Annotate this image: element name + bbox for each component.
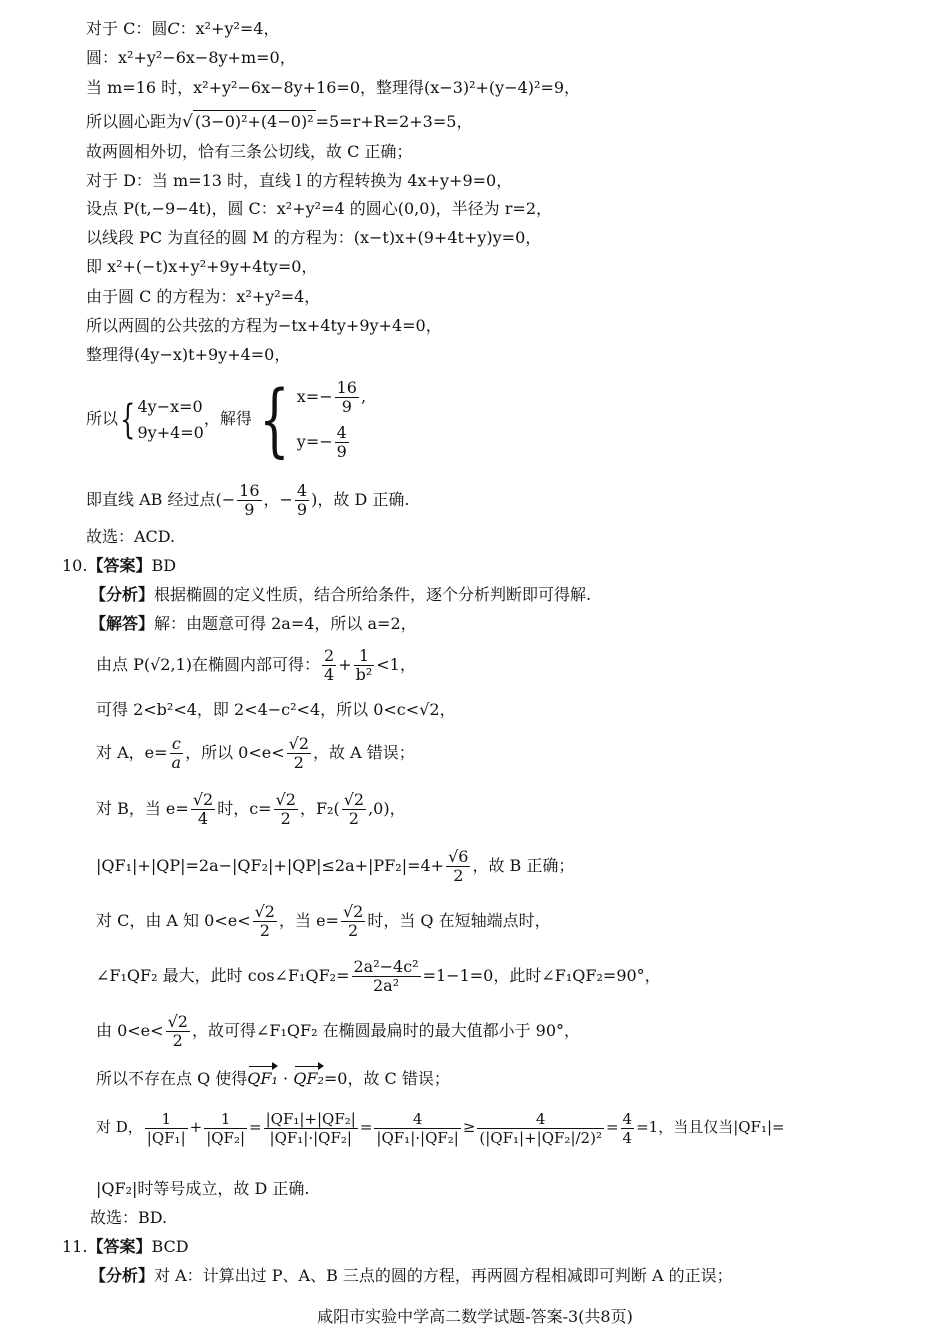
num: 2a²−4c² — [353, 957, 419, 976]
text: ，故 A 错误； — [313, 743, 415, 762]
den: 9 — [336, 441, 347, 461]
label: 【分析】 — [90, 1266, 155, 1285]
num: |QF₁|+|QF₂| — [265, 1109, 356, 1128]
den: |QF₂| — [206, 1128, 246, 1147]
sqrt2: √2 — [419, 700, 440, 719]
fraction — [374, 1110, 460, 1147]
fraction — [335, 424, 349, 461]
equation-system — [137, 394, 203, 446]
text: ，故 B 正确； — [472, 856, 575, 875]
num: √2 — [275, 790, 296, 809]
q9-choose: 故选：ACD. — [86, 527, 176, 546]
text: ，− — [263, 490, 293, 509]
num: c — [170, 735, 184, 754]
text: 对 A，e= — [96, 743, 168, 762]
num: √2 — [192, 790, 214, 809]
text: 由点 P( — [96, 655, 151, 674]
fraction — [253, 903, 277, 940]
den: b² — [355, 665, 373, 684]
num: √2 — [343, 790, 365, 809]
den: |QF₁|·|QF₂| — [376, 1128, 459, 1147]
question-number: 11. — [62, 1237, 88, 1256]
q10-d-end: |QF₂|时等号成立，故 D 正确. — [96, 1179, 310, 1198]
label: 【答案】 — [87, 556, 152, 575]
text: ，所以 0<e< — [185, 743, 285, 762]
den: |QF₁|·|QF₂| — [269, 1128, 352, 1147]
den: 9 — [244, 500, 255, 519]
text: =5=r+R=2+3=5， — [315, 112, 473, 131]
q9-d-line5: 由于圆 C 的方程为：x²+y²=4， — [86, 287, 321, 306]
label: 【答案】 — [87, 1237, 152, 1256]
text: ，F₂( — [299, 799, 340, 818]
text: =1−1=0，此时∠F₁QF₂=90°， — [422, 966, 661, 985]
fraction — [191, 791, 215, 828]
q10-sol2: 由点 P(√2,1)在椭圆内部可得： $\frac{2}{4}$ + $\frac{1}{\text{b²}}$ <1， — [96, 646, 416, 684]
text: 所以 — [86, 409, 119, 428]
q10-solution — [90, 613, 417, 635]
den: (|QF₁|+|QF₂|/2)² — [479, 1128, 602, 1147]
fraction — [354, 647, 375, 684]
fraction — [237, 482, 261, 519]
num: 1 — [204, 1110, 247, 1129]
text: y=− — [296, 431, 333, 451]
q9-c-conclusion: 故两圆相外切，恰有三条公切线，故 C 正确； — [86, 142, 413, 161]
text: 可得 2<b²<4，即 2<4−c²<4，所以 0<c< — [96, 700, 420, 719]
q10-c — [96, 900, 551, 942]
dot: · — [283, 1069, 289, 1088]
fraction — [446, 848, 470, 885]
text: ， — [439, 700, 456, 719]
text: =0，故 C 错误； — [323, 1069, 450, 1088]
radical-sign: √ — [182, 112, 193, 132]
q9-d-line7: 整理得(4y−x)t+9y+4=0， — [86, 345, 291, 364]
q10-d: 对 D， $\frac{1}{\text{|QF₁|}}$ + $\frac{1}{\text{|QF₂|}}$ = $\frac{\text{|QF₁|+|QF₂|}}{\text{|QF₁|·|QF₂|}}$ = $\frac{4}{\text{|QF₁|·|QF₂|}}$ ≥ $\frac{4}{\text{(|QF₁|+|QF₂|/2)²}}$ = $\frac{4}{4}$ =1，当且仅当|QF₁|= — [96, 1109, 785, 1147]
q10-sol3 — [96, 699, 456, 721]
vector: QF₁ — [247, 1069, 278, 1088]
fraction — [621, 1110, 635, 1147]
fraction — [145, 1110, 188, 1147]
text: 由 0<e< — [96, 1021, 164, 1040]
fraction — [335, 379, 359, 416]
fraction — [170, 735, 184, 772]
den: 2 — [348, 809, 359, 828]
den: 9 — [341, 396, 352, 416]
q10-b-line — [96, 845, 574, 887]
q9-d-line-ab — [86, 480, 409, 520]
text: ,0)， — [368, 799, 406, 818]
left-brace-icon: { — [120, 396, 136, 443]
q9-c-line2: 圆：x²+y²−6x−8y+m=0， — [86, 48, 296, 67]
text: 所以圆心距为 — [86, 112, 183, 131]
q11-analysis — [90, 1265, 733, 1287]
q10-analysis — [90, 584, 591, 606]
eq: 4y−x=0 — [137, 396, 203, 416]
den: a — [171, 753, 182, 772]
vector: QF₂ — [293, 1069, 324, 1088]
page-footer: 咸阳市实验中学高二数学试题-答案-3(共8页) — [317, 1307, 633, 1326]
text: 即直线 AB 经过点(− — [86, 490, 236, 509]
q9-c-line3 — [86, 77, 580, 99]
num: √2 — [288, 734, 310, 753]
q11-answer — [62, 1236, 189, 1258]
q9-c-line4 — [86, 110, 472, 133]
q10-b — [96, 788, 406, 830]
text: 解：由题意可得 2a=4，所以 a=2， — [154, 614, 417, 633]
q9-d-line6: 所以两圆的公共弦的方程为−tx+4ty+9y+4=0， — [86, 316, 442, 335]
den: 4 — [622, 1128, 633, 1147]
label: 【解答】 — [90, 614, 155, 633]
num: √6 — [448, 847, 469, 866]
text: 对 D， — [96, 1118, 143, 1136]
text: 根据椭圆的定义性质，结合所给条件，逐个分析判断即可得解. — [154, 585, 592, 604]
text: =1，当且仅当|QF₁|= — [636, 1118, 785, 1136]
question-number: 10. — [62, 556, 88, 575]
den: 4 — [324, 665, 335, 684]
left-brace-icon: { — [259, 372, 290, 466]
text: ,1)在椭圆内部可得： — [170, 655, 320, 674]
num: 1 — [145, 1110, 188, 1129]
fraction — [274, 791, 298, 828]
text: ∠F₁QF₂ 最大，此时 cos∠F₁QF₂= — [96, 966, 350, 985]
den: 2 — [348, 921, 359, 940]
label: 【分析】 — [90, 585, 155, 604]
text: 时，当 Q 在短轴端点时， — [367, 911, 551, 930]
den: 2 — [453, 866, 464, 885]
fraction — [342, 791, 366, 828]
sqrt-content: (3−0)²+(4−0)² — [194, 112, 314, 131]
text: x=− — [296, 386, 333, 406]
text: m=16 时，x²+y²−6x−8y+16=0，整理得(x−3)²+(y−4)²=9， — [107, 78, 581, 97]
den: 2 — [280, 809, 291, 828]
fraction — [477, 1110, 604, 1147]
q10-choose: 故选：BD. — [90, 1208, 168, 1227]
text: ，解得 — [203, 409, 252, 428]
fraction — [204, 1110, 247, 1147]
text: ，当 e= — [278, 911, 339, 930]
den: 4 — [197, 809, 209, 828]
eq: 9y+4=0 — [137, 422, 204, 442]
num: 1 — [354, 647, 375, 666]
text: 对 B，当 e= — [96, 799, 189, 818]
q9-c-line1 — [86, 18, 279, 40]
q9-d-line3: 以线段 PC 为直径的圆 M 的方程为：(x−t)x+(9+4t+y)y=0， — [86, 228, 542, 247]
fraction — [352, 958, 421, 995]
num: 4 — [622, 1109, 633, 1128]
q9-d-line4: 即 x²+(−t)x+y²+9y+4ty=0， — [86, 257, 318, 276]
fraction — [287, 735, 311, 772]
q9-d-line1: 对于 D：当 m=13 时，直线 l 的方程转换为 4x+y+9=0， — [86, 171, 513, 190]
q9-d-line2: 设点 P(t,−9−4t)，圆 C：x²+y²=4 的圆心(0,0)，半径为 r=2， — [86, 199, 553, 218]
text: C — [167, 19, 180, 38]
text: ，故可得∠F₁QF₂ 在椭圆最扁时的最大值都小于 90°， — [191, 1021, 581, 1040]
text: 时，c= — [217, 799, 272, 818]
q10-c-cos — [96, 955, 661, 997]
q10-answer — [62, 555, 176, 577]
den: 2 — [172, 1031, 183, 1050]
text: 对 A：计算出过 P、A、B 三点的圆的方程，再两圆方程相减即可判断 A 的正误； — [154, 1266, 733, 1285]
fraction — [322, 647, 336, 684]
text: |QF₁|+|QP|=2a−|QF₂|+|QP|≤2a+|PF₂|=4+ — [96, 856, 445, 875]
sqrt2: √2 — [150, 655, 171, 674]
num: 4 — [336, 422, 347, 442]
fraction — [341, 903, 365, 940]
text: 当 — [86, 78, 103, 97]
num: 4 — [477, 1110, 604, 1129]
fraction — [166, 1013, 190, 1050]
answer: BCD — [151, 1237, 189, 1256]
answer: BD — [151, 556, 177, 575]
num: √2 — [254, 902, 275, 921]
text: <1， — [376, 655, 416, 674]
num: 16 — [336, 377, 357, 397]
q10-c-vector — [96, 1068, 450, 1090]
num: 16 — [239, 481, 260, 500]
q10-a — [96, 732, 415, 774]
den: |QF₁| — [146, 1128, 186, 1147]
num: √2 — [167, 1012, 188, 1031]
fraction — [264, 1110, 358, 1147]
solution-system: x=− $\frac{16}{9}$ , y=− $\frac{4}{9}$ — [296, 377, 367, 461]
num: 4 — [296, 481, 308, 500]
den: 2 — [293, 753, 304, 772]
q9-d-system — [86, 374, 366, 464]
text: ：x²+y²=4， — [179, 19, 280, 38]
text: )，故 D 正确. — [311, 490, 410, 509]
den: 9 — [296, 500, 308, 519]
text: 所以不存在点 Q 使得 — [96, 1069, 248, 1088]
den: 2a² — [372, 976, 400, 995]
num: √2 — [342, 902, 364, 921]
text: 对 C，由 A 知 0<e< — [96, 911, 251, 930]
text: 对于 C：圆 — [86, 19, 168, 38]
den: 2 — [259, 921, 270, 940]
q10-c-max — [96, 1010, 580, 1052]
num: 2 — [324, 646, 335, 665]
fraction — [295, 482, 309, 519]
num: 4 — [374, 1110, 460, 1129]
